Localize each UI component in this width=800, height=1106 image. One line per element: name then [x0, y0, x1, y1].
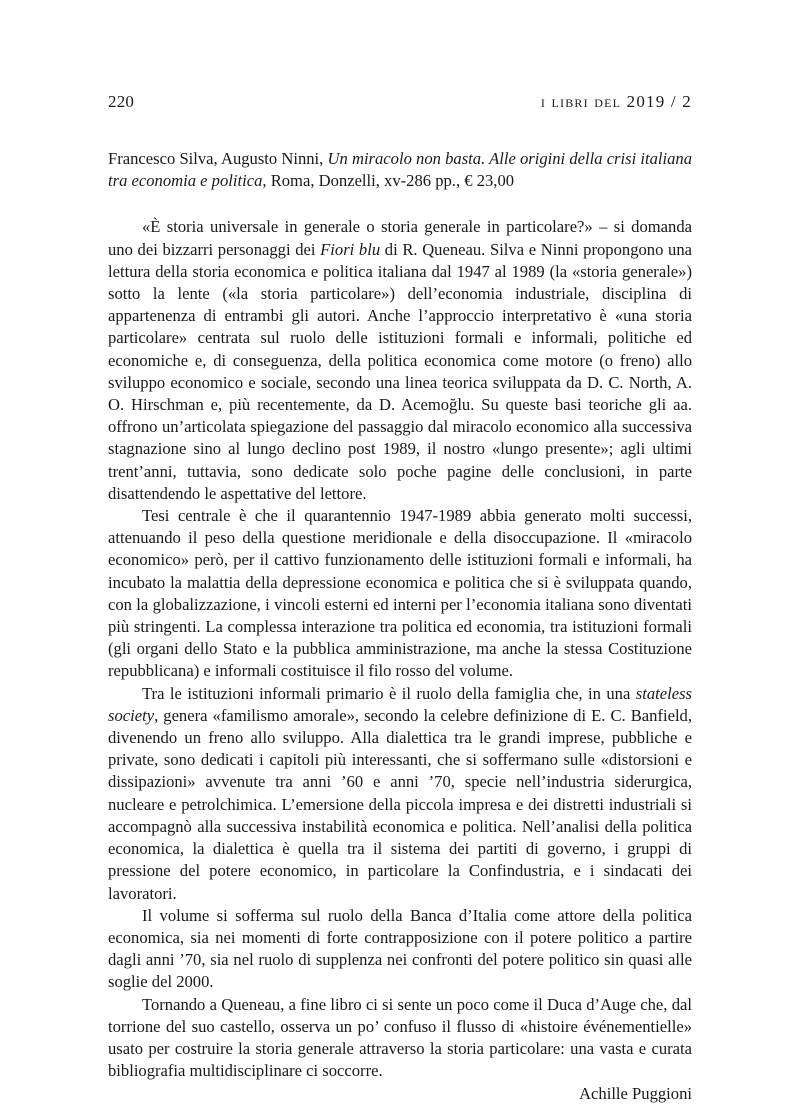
- running-head: [108, 92, 692, 112]
- review-paragraph-3: [108, 683, 692, 905]
- citation-authors: Francesco Silva, Augusto Ninni,: [108, 149, 328, 168]
- review-paragraph-4: Il volume si sofferma sul ruolo della Banca d’Italia come attore della politica economica, sia nei momenti di forte contrapposizione con il potere politico a partire dagli anni ’70, sia nel ruolo di supplenza nei confronti del potere politico sin quasi alle soglie del 2000.: [108, 905, 692, 992]
- citation-book-title: Un miracolo non basta. Alle origini della crisi italiana tra economia e politica: [108, 149, 693, 191]
- journal-title: i libri del 2019 / 2: [540, 92, 692, 111]
- review-signature: Achille Puggioni: [579, 1084, 692, 1104]
- review-paragraph-5: Tornando a Queneau, a fine libro ci si sente un poco come il Duca d’Auge che, dal torrione del suo castello, osserva un po’ confuso il flusso di «histoire événementielle» usato per costruire la storia generale attraverso la storia particolare: una vasta e curata bibliografia multidisciplinare ci soccorre.: [108, 994, 692, 1081]
- review-paragraph-2: Tesi centrale è che il quarantennio 1947-1989 abbia generato molti successi, attenuando il peso della questione meridionale e della disoccupazione. Il «miracolo economico» però, per il cattivo funzionamento delle istituzioni formali e informali, ha incubato la malattia della depressione economica e politica che si è sviluppata quando, con la globalizzazione, i vincoli esterni ed interni per l’economia italiana sono diventati più stringenti. La complessa interazione tra politica ed economia, tra istituzioni formali (gli organi dello Stato e la pubblica amministrazione, ma anche la stessa Costituzione repubblicana) e informali costituisce il filo rosso del volume.: [108, 506, 692, 681]
- book-citation: [108, 148, 692, 192]
- book-review-page: [108, 92, 692, 1106]
- p1-text-a: «È storia universale in generale o storia generale in particolare?» – si domanda uno dei bizzarri personaggi dei: [108, 217, 692, 259]
- page-number: 220: [108, 92, 135, 111]
- p1-text-c: di R. Queneau. Silva e Ninni propongono una lettura della storia economica e politica italiana dal 1947 al 1989 (la «storia generale») sotto la lente («la storia particolare») dell’economia industriale, disciplina di appartenenza di entrambi gli autori. Anche l’approccio interpretativo è «una storia particolare» centrata sul ruolo delle istituzioni formali e informali, politiche ed economiche e, di conseguenza, della politica economica come motore (o freno) allo sviluppo economico e sociale, secondo una linea teorica sviluppata da D. C. North, A. O. Hirschman e, più recentemente, da D. Acemoğlu. Su queste basi teoriche gli aa. offrono un’articolata spiegazione del passaggio dal miracolo economico alla successiva stagnazione sino al lungo declino post 1989, il nostro «lungo presente»; agli ultimi trent’anni, tuttavia, sono dedicate solo poche pagine delle conclusioni, in parte disattendendo le aspettative del lettore.: [108, 239, 692, 503]
- p3-text-c: , genera «familismo amorale», secondo la celebre definizione di E. C. Banfield, divenendo un freno allo sviluppo. Alla dialettica tra le grandi imprese, pubbliche e private, sono dedicati i capitoli più interessanti, che si soffermano sulle «distorsioni e dissipazioni» avvenute tra anni ’60 e anni ’70, specie nell’industria siderurgica, nucleare e petrolchimica. L’emersione della piccola impresa e dei distretti industriali si accompagnò alla successiva instabilità economica e politica. Nell’analisi della politica economica, la dialettica è quella tra il sistema dei partiti di governo, i gruppi di pressione del potere economico, in particolare la Confindustria, e i sindacati dei lavoratori.: [108, 705, 692, 903]
- p3-text-a: Tra le istituzioni informali primario è il ruolo della famiglia che, in una: [142, 683, 636, 703]
- citation-details: , Roma, Donzelli, xv-286 pp., € 23,00: [262, 171, 515, 191]
- p1-italic-title: Fiori blu: [320, 239, 381, 259]
- p3-italic-term: stateless society: [108, 683, 692, 725]
- review-paragraph-1: [108, 216, 692, 505]
- review-body: [108, 216, 692, 1082]
